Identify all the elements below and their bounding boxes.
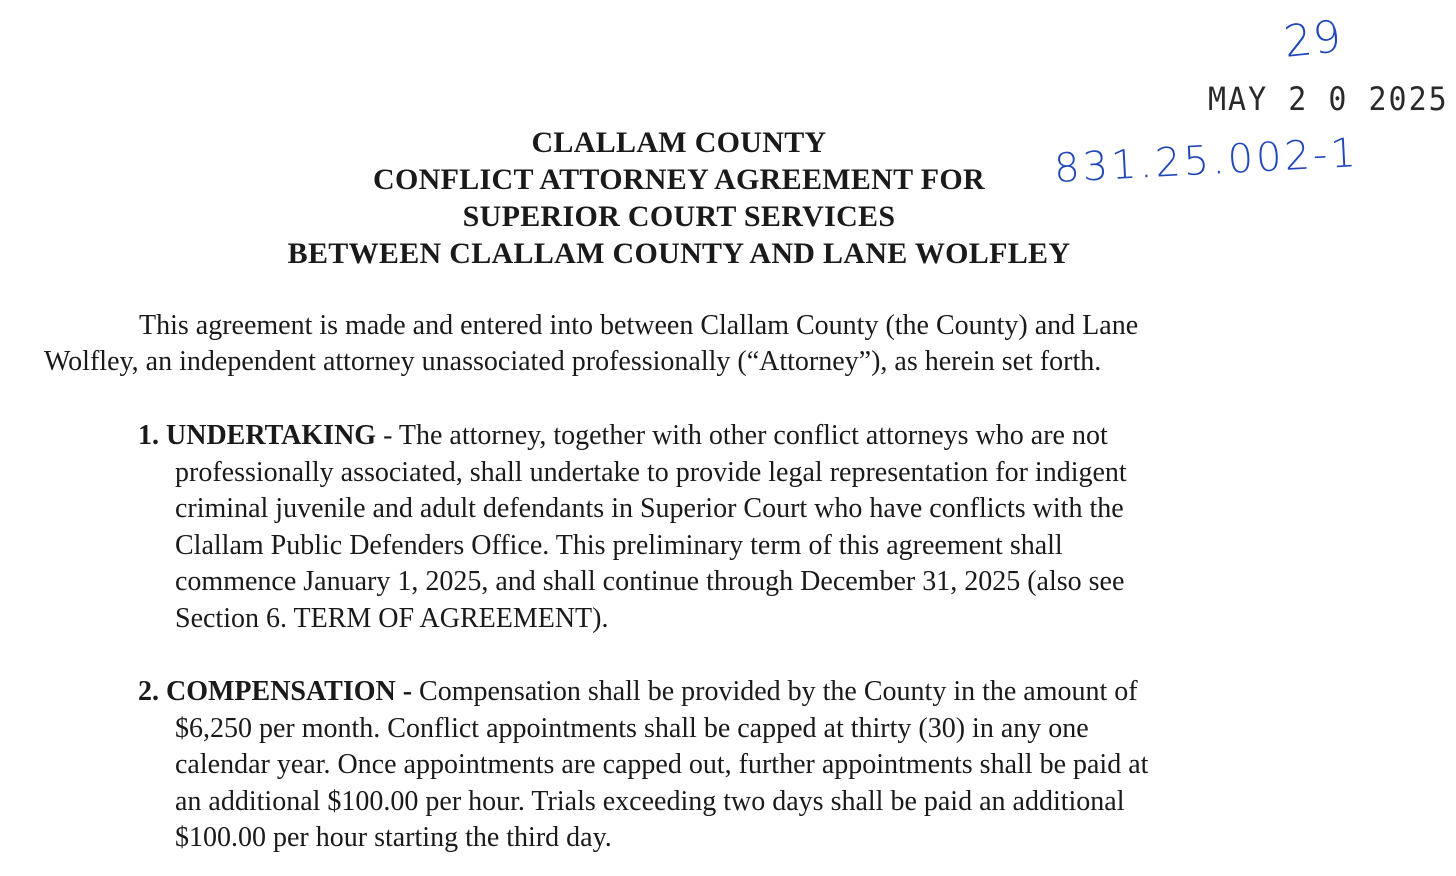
intro-paragraph [44, 308, 1324, 380]
intro-line: Wolfley, an independent attorney unassociated professionally (“Attorney”), as herein set forth. [44, 346, 1102, 377]
handwritten-file-number: 831.25.002-1 [1053, 130, 1360, 192]
document-title [240, 124, 1118, 272]
section-line: Section 6. TERM OF AGREEMENT). [175, 602, 609, 634]
section-heading: COMPENSATION - [166, 676, 413, 707]
title-line: BETWEEN CLALLAM COUNTY AND LANE WOLFLEY [287, 237, 1071, 270]
section-text: - The attorney, together with other conflict attorneys who are not [376, 420, 1108, 451]
title-line: CLALLAM COUNTY [531, 126, 827, 159]
section-heading: UNDERTAKING [166, 420, 377, 451]
intro-line: This agreement is made and entered into between Clallam County (the County) and Lane [139, 310, 1139, 341]
section-line: commence January 1, 2025, and shall continue through December 31, 2025 (also see [175, 566, 1125, 597]
section-undertaking [138, 418, 1338, 637]
title-line: CONFLICT ATTORNEY AGREEMENT FOR [373, 163, 985, 196]
section-line: an additional $100.00 per hour. Trials exceeding two days shall be paid an additional [175, 785, 1125, 817]
section-line: $100.00 per hour starting the third day. [175, 822, 612, 853]
section-number: 1. [138, 420, 159, 451]
section-line: Clallam Public Defenders Office. This preliminary term of this agreement shall [175, 529, 1063, 561]
section-first-line [138, 418, 1338, 455]
received-date-stamp: MAY 2 0 2025 [1208, 80, 1449, 119]
section-line: professionally associated, shall undertake to provide legal representation for indigent [175, 456, 1127, 488]
section-line: calendar year. Once appointments are capped out, further appointments shall be paid at [175, 749, 1149, 780]
handwritten-page-number: 29 [1281, 11, 1345, 68]
section-line: $6,250 per month. Conflict appointments shall be capped at thirty (30) in any one [175, 712, 1089, 744]
section-line: criminal juvenile and adult defendants in Superior Court who have conflicts with the [175, 493, 1124, 524]
title-line: SUPERIOR COURT SERVICES [462, 200, 896, 233]
section-number: 2. [138, 676, 159, 707]
section-compensation [138, 674, 1338, 857]
section-first-line [138, 674, 1338, 711]
section-text: Compensation shall be provided by the County in the amount of [412, 676, 1138, 707]
